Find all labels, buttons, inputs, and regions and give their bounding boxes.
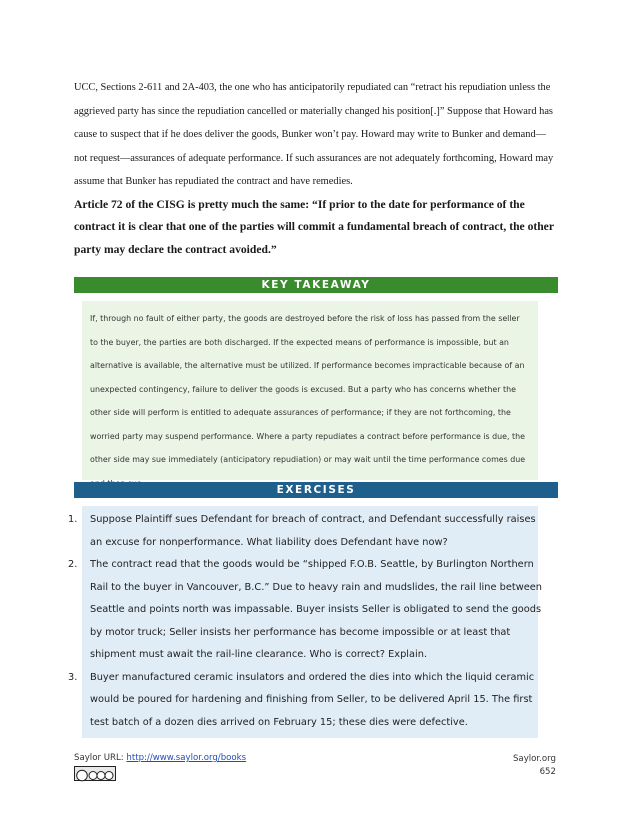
footer-url-label: Saylor URL: (74, 753, 127, 763)
body-text (74, 76, 558, 261)
exercise-text: Suppose Plaintiff sues Defendant for breach of contract, and Defendant successfully raises an excuse for nonperformance. What liability does Defendant have now? (90, 514, 536, 548)
exercise-item (68, 554, 548, 667)
exercise-number: 2. (68, 559, 78, 570)
key-takeaway-heading: KEY TAKEAWAY (74, 277, 558, 293)
footer-page-info (513, 753, 556, 779)
cisg-paragraph: Article 72 of the CISG is pretty much the same: “If prior to the date for performance of the contract it is clear that one of the parties will commit a fundamental breach of contract, the other party may declare the contract avoided.” (74, 197, 554, 256)
exercises-list (68, 509, 548, 734)
saylor-books-link[interactable]: http://www.saylor.org/books (126, 753, 247, 763)
exercises-heading: EXERCISES (74, 482, 558, 498)
key-takeaway-box (82, 301, 538, 480)
exercise-number: 1. (68, 514, 78, 525)
key-takeaway-text: If, through no fault of either party, the goods are destroyed before the risk of loss has passed from the seller to the buyer, the parties are both discharged. If the expected means of performance is impossible, but an alternative is available, the alternative must be utilized. If performance becomes impracticable because of an unexpected contingency, failure to deliver the goods is excused. But a party who has concerns whether the other side will perform is entitled to adequate assurances of performance; if they are not forthcoming, the worried party may suspend performance. Where a party repudiates a contract before performance is due, the other side may sue immediately (anticipatory repudiation) or may wait until the time performance comes due (90, 314, 526, 464)
body-paragraph: UCC, Sections 2-611 and 2A-403, the one who has anticipatorily repudiated can “retract his repudiation unless the aggrieved party has since the repudiation cancelled or materially changed his position[.]” Suppose that Howard has cause to suspect that if he does deliver the goods, Bunker won’t pay. Howard may write to Bunker and demand—not request—assurances of adequate performance. If such assurances are not adequately forthcoming, Howard may assume that Bunker has repudiated the contract and have remedies. (74, 82, 554, 187)
exercise-text: Buyer manufactured ceramic insulators and ordered the dies into which the liquid ceramic would be poured for hardening and finishing from Seller, to be delivered April 15. The first test batch of a dozen dies arrived on February 15; these dies were defective. (90, 671, 535, 728)
exercise-number: 3. (68, 671, 78, 683)
exercise-text: The contract read that the goods would be “shipped F.O.B. Seattle, by Burlington Northern Rail to the buyer in Vancouver, B.C.” Due to heavy rain and mudslides, the rail line between Seattle and points north was impassable. Buyer insists Seller is obligated to send the goods by motor truck; Seller insists her performance has become impossible or at least that shipment must await the rail-line clearance. Who is correct? Explain. (90, 559, 542, 660)
page-number: 652 (539, 767, 556, 777)
footer-source (74, 753, 246, 763)
exercise-item (68, 667, 548, 735)
footer-site: Saylor.org (512, 754, 556, 764)
exercise-item (68, 509, 548, 554)
cc-badge-graphic (75, 769, 115, 782)
creative-commons-license-icon (74, 766, 116, 781)
